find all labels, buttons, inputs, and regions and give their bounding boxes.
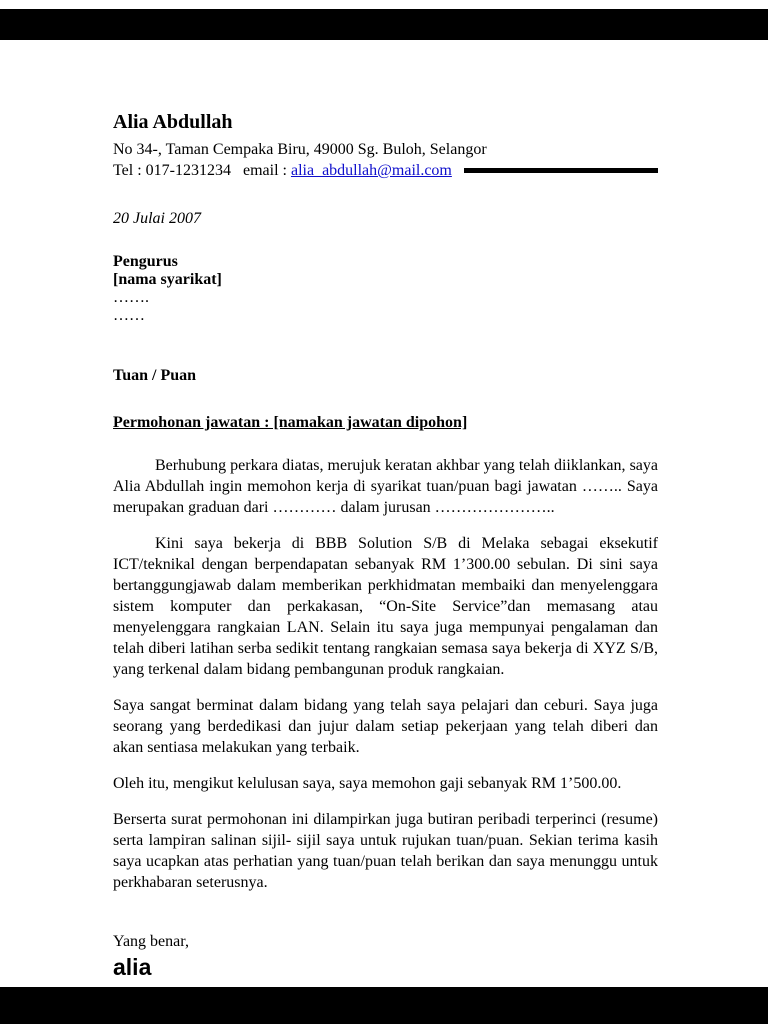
recipient-dots-1: ……. [113, 289, 149, 306]
paragraph-1: Berhubung perkara diatas, merujuk keratan akhbar yang telah diiklankan, saya Alia Abdullah ingin memohon kerja di syarikat tuan/puan bagi jawatan …….. Saya merupakan graduan dari ………… dalam jurusan ………………….. [113, 457, 658, 516]
sender-name: Alia Abdullah [113, 111, 233, 133]
contact-text: Tel : 017-1231234 email : [113, 162, 291, 179]
paragraph-4: Oleh itu, mengikut kelulusan saya, saya memohon gaji sebanyak RM 1’500.00. [113, 775, 622, 792]
recipient-company: [nama syarikat] [113, 271, 222, 288]
paragraph-3: Saya sangat berminat dalam bidang yang telah saya pelajari dan ceburi. Saya juga seorang yang berdedikasi dan jujur dalam setiap pekerjaan yang telah diberi dan akan sentiasa melakukan yang terbaik. [113, 697, 658, 756]
signature: alia [113, 954, 152, 980]
salutation: Tuan / Puan [113, 367, 197, 384]
header-rule [464, 168, 658, 173]
bottom-border-bar [0, 987, 768, 1024]
recipient-title: Pengurus [113, 253, 178, 270]
recipient-dots-2: …… [113, 307, 145, 324]
paragraph-5: Berserta surat permohonan ini dilampirkan juga butiran peribadi terperinci (resume) serta lampiran salinan sijil- sijil saya untuk rujukan tuan/puan. Sekian terima kasih saya ucapkan atas perhatian yang tuan/puan telah berikan dan saya menunggu untuk perkhabaran seterusnya. [113, 811, 658, 891]
contact-line [113, 160, 658, 181]
letter-content [113, 110, 658, 980]
date-line: 20 Julai 2007 [113, 210, 201, 227]
top-border-bar [0, 9, 768, 40]
sender-address: No 34-, Taman Cempaka Biru, 49000 Sg. Buloh, Selangor [113, 141, 487, 158]
subject-line: Permohonan jawatan : [namakan jawatan dipohon] [113, 414, 468, 431]
paragraph-2: Kini saya bekerja di BBB Solution S/B di Melaka sebagai eksekutif ICT/teknikal dengan berpendapatan sebanyak RM 1’300.00 sebulan. Di sini saya bertanggungjawab dalam memberikan perkhidmatan membaiki dan menyelenggara sistem komputer dan perkakasan, “On-Site Service”dan memasang atau menyelenggara rangkaian LAN. Selain itu saya juga mempunyai pengalaman dan telah diberi latihan serba sedikit tentang rangkaian semasa saya bekerja di XYZ S/B, yang terkenal dalam bidang pembangunan produk rangkaian. [113, 535, 658, 678]
closing-block [113, 931, 658, 980]
valediction: Yang benar, [113, 933, 189, 950]
email-link[interactable]: alia_abdullah@mail.com [290, 162, 452, 179]
recipient-block [113, 253, 658, 325]
